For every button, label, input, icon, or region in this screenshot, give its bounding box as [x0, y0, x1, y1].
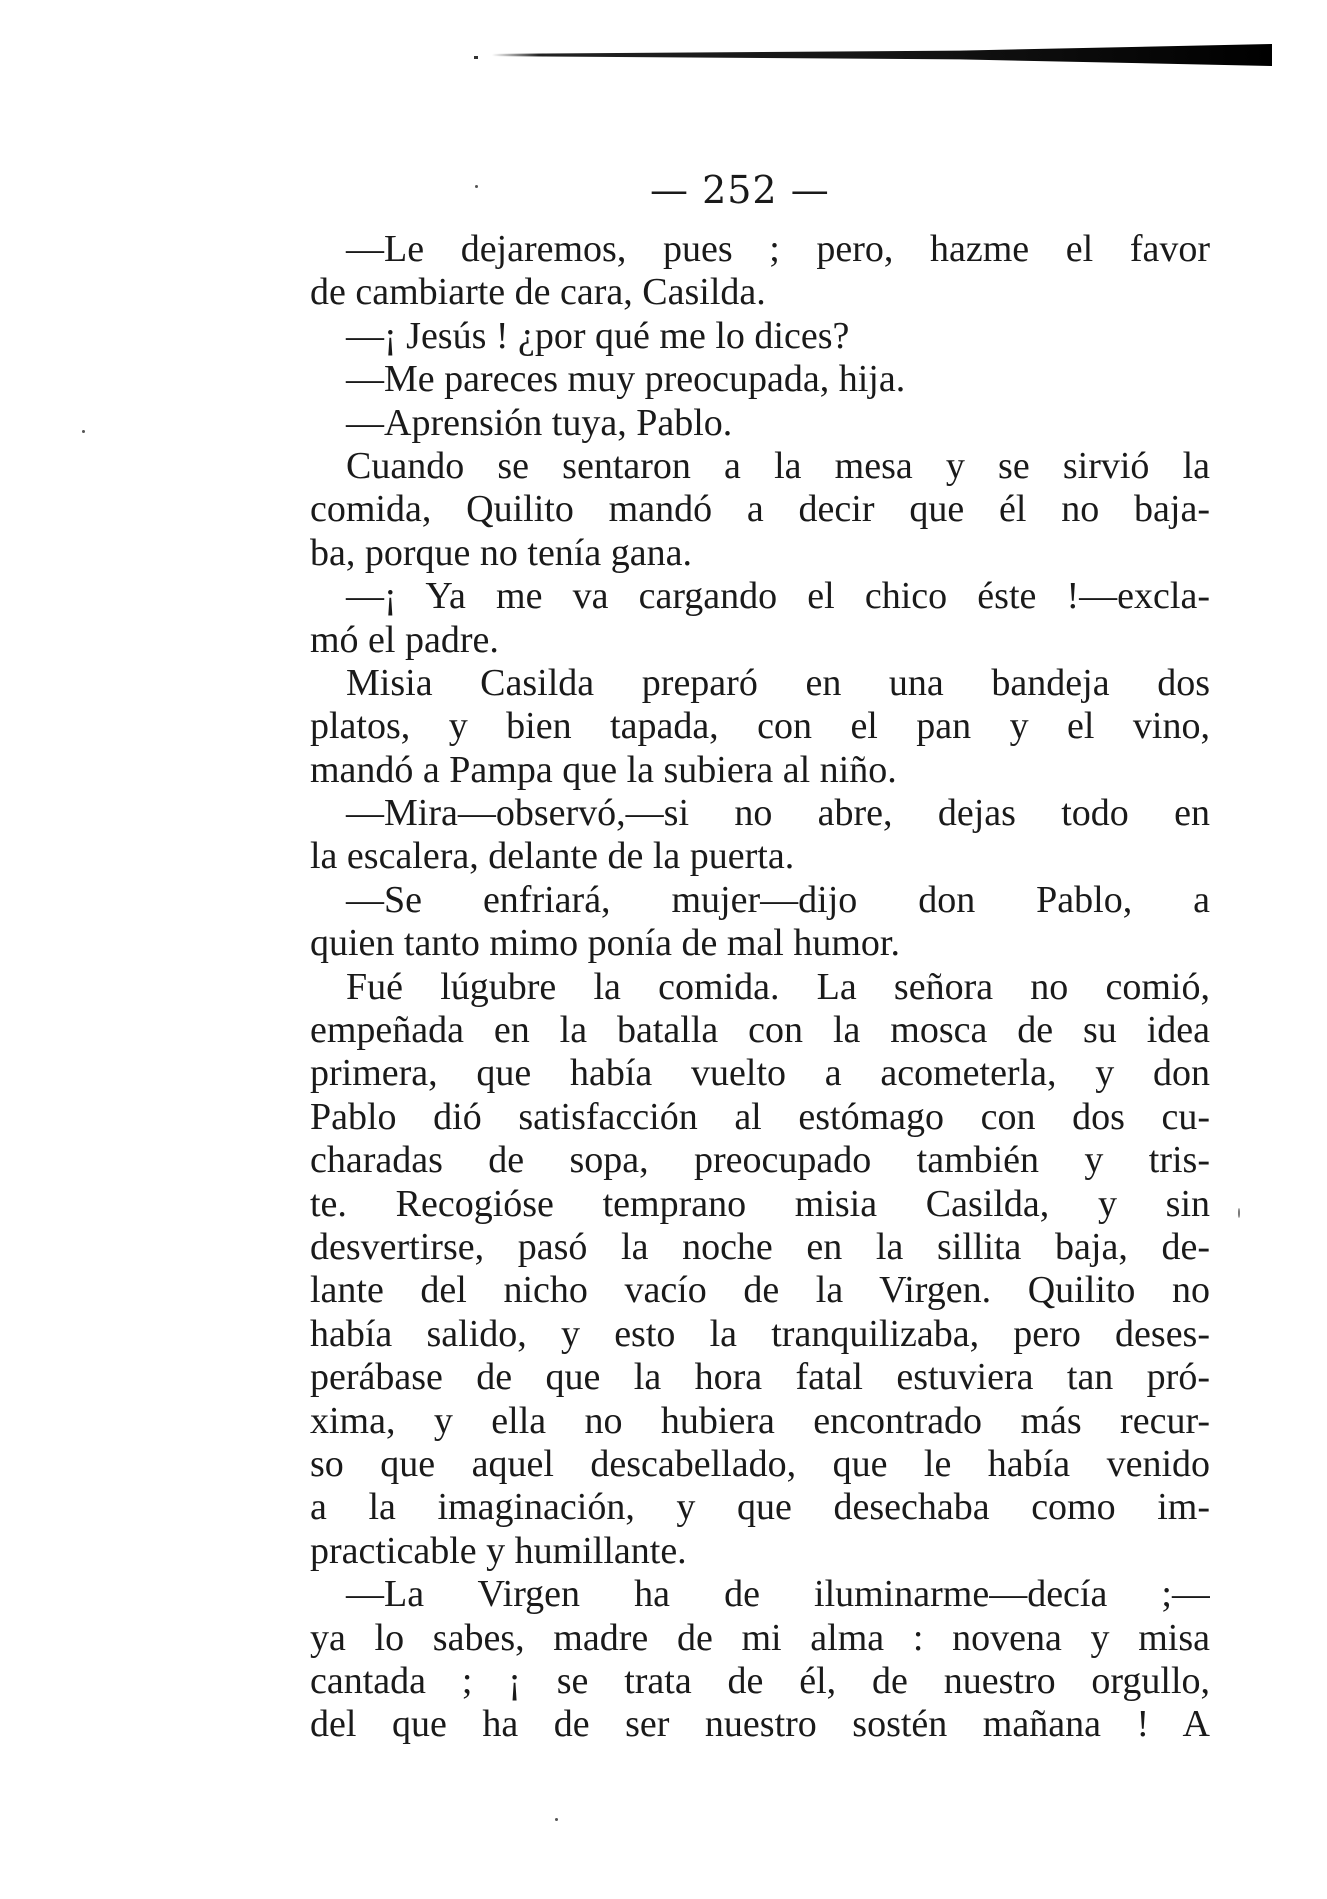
- text-line: mandó a Pampa que la subiera al niño.: [310, 748, 897, 791]
- text-line: la escalera, delante de la puerta.: [310, 835, 795, 878]
- text-line: comida, Quilito mandó a decir que él no baja-: [310, 488, 1210, 531]
- text-line: —Aprensión tuya, Pablo.: [346, 401, 733, 444]
- text-line: practicable y humillante.: [310, 1529, 687, 1572]
- text-line: —¡ Jesús ! ¿por qué me lo dices?: [346, 314, 850, 357]
- text-line: empeñada en la batalla con la mosca de su idea: [310, 1009, 1210, 1052]
- text-line: —Me pareces muy preocupada, hija.: [346, 358, 906, 401]
- text-line: perábase de que la hora fatal estuviera tan pró-: [310, 1356, 1210, 1399]
- text-line: xima, y ella no hubiera encontrado más recur-: [310, 1399, 1210, 1442]
- paper-speck: [555, 1818, 558, 1821]
- text-line: Misia Casilda preparó en una bandeja dos: [346, 661, 1210, 704]
- text-line: platos, y bien tapada, con el pan y el vino,: [310, 705, 1210, 748]
- text-line: te. Recogióse temprano misia Casilda, y sin: [310, 1182, 1210, 1225]
- page-number: — 252 —: [650, 168, 830, 212]
- text-line: ya lo sabes, madre de mi alma : novena y misa: [310, 1616, 1210, 1659]
- text-line: de cambiarte de cara, Casilda.: [310, 271, 766, 314]
- text-line: —Mira—observó,—si no abre, dejas todo en: [346, 792, 1210, 835]
- rule-dot: [474, 56, 478, 59]
- text-line: Fué lúgubre la comida. La señora no comió,: [346, 965, 1210, 1008]
- text-line: —Le dejaremos, pues ; pero, hazme el favor: [346, 228, 1210, 270]
- text-line: había salido, y esto la tranquilizaba, pero deses-: [310, 1312, 1210, 1355]
- text-line: —Se enfriará, mujer—dijo don Pablo, a: [346, 878, 1210, 921]
- text-line: a la imaginación, y que desechaba como im-: [310, 1486, 1210, 1529]
- text-line: primera, que había vuelto a acometerla, y don: [310, 1052, 1210, 1095]
- text-line: del que ha de ser nuestro sostén mañana ! A: [310, 1703, 1210, 1746]
- text-line: cantada ; ¡ se trata de él, de nuestro orgullo,: [310, 1659, 1210, 1702]
- text-line: mó el padre.: [310, 618, 499, 661]
- header-rule: [492, 44, 1272, 66]
- text-line: desvertirse, pasó la noche en la sillita baja, de-: [310, 1225, 1210, 1268]
- text-line: ba, porque no tenía gana.: [310, 531, 692, 574]
- body-text: [310, 228, 1210, 1747]
- text-line: —La Virgen ha de iluminarme—decía ;—: [346, 1573, 1210, 1616]
- text-line: Pablo dió satisfacción al estómago con dos cu-: [310, 1095, 1210, 1138]
- paper-speck: [475, 185, 478, 188]
- text-line: quien tanto mimo ponía de mal humor.: [310, 922, 900, 965]
- text-line: lante del nicho vacío de la Virgen. Quilito no: [310, 1269, 1210, 1312]
- text-line: Cuando se sentaron a la mesa y se sirvió la: [346, 444, 1210, 487]
- text-line: —¡ Ya me va cargando el chico éste !—excla-: [346, 575, 1210, 618]
- paper-speck: [1238, 1208, 1240, 1218]
- text-line: charadas de sopa, preocupado también y tris-: [310, 1139, 1210, 1182]
- text-line: so que aquel descabellado, que le había venido: [310, 1442, 1210, 1485]
- paper-speck: [82, 430, 85, 433]
